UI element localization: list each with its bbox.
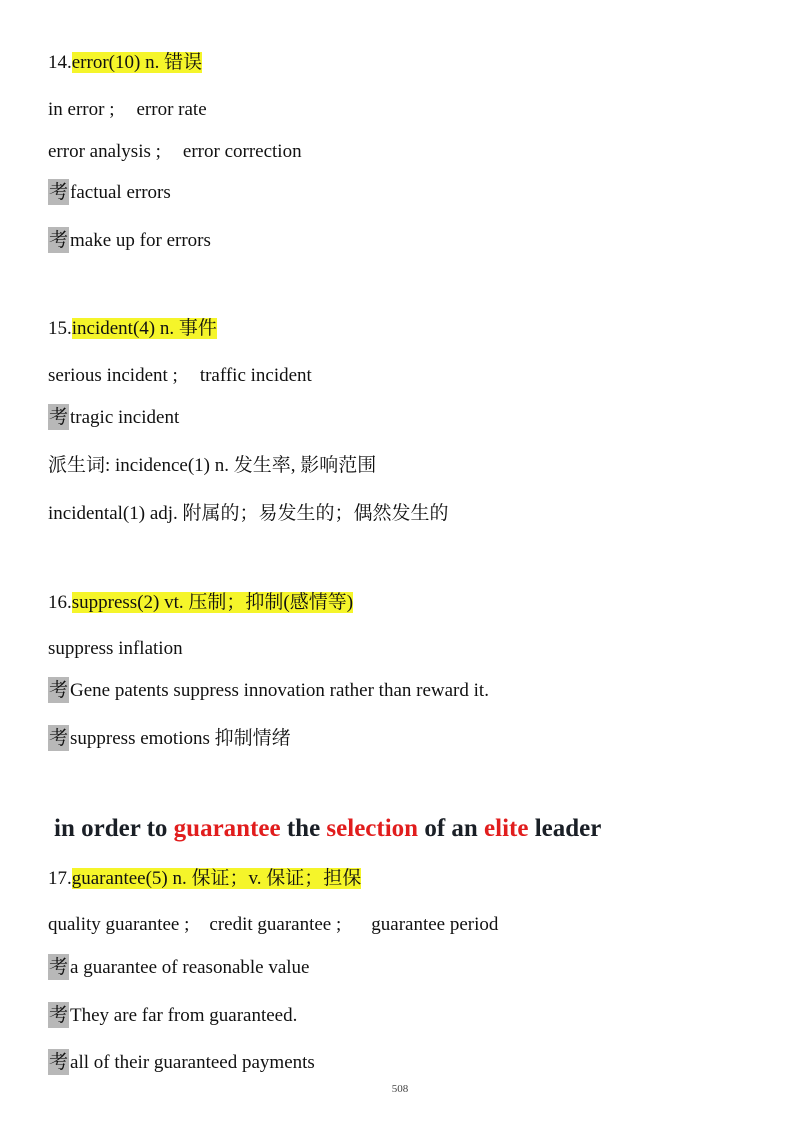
exam-phrase: Gene patents suppress innovation rather than reward it. [70,680,489,701]
exam-mark: 考 [49,956,69,978]
exam-mark: 考 [49,1004,69,1026]
entry-15-heading [48,316,217,342]
exam-phrase: suppress emotions 抑制情绪 [70,728,291,749]
headword-highlight: suppress(2) vt. 压制；抑制(感情等) [71,592,354,613]
exam-line [48,1002,297,1029]
phrase-line [48,912,498,938]
page-number: 508 [391,1083,409,1095]
phrase: error analysis ; [48,141,161,162]
phrase: error correction [182,141,302,162]
phrase-line [48,97,207,123]
exam-mark: 考 [49,181,69,203]
sentence-part: of an [418,815,485,842]
entry-number: 15. [48,318,72,339]
phrase: serious incident ; [48,365,178,386]
sentence-part: the [280,815,327,842]
exam-phrase: all of their guaranteed payments [70,1052,315,1073]
example-sentence [54,815,601,843]
entry-number: 16. [48,592,72,613]
entry-14-heading [48,50,202,76]
exam-line [48,179,171,206]
exam-phrase: make up for errors [70,230,211,251]
entry-16-heading [48,590,353,616]
exam-line [48,677,489,704]
entry-number: 17. [48,868,72,889]
exam-line [48,954,310,981]
headword-highlight: incident(4) n. 事件 [71,318,217,339]
exam-mark: 考 [49,1051,69,1073]
headword-highlight: error(10) n. 错误 [71,52,203,73]
exam-line [48,404,179,431]
exam-mark: 考 [49,679,69,701]
phrase: credit guarantee ; [209,914,342,935]
phrase: guarantee period [371,914,499,935]
phrase: suppress inflation [48,638,183,659]
entry-number: 14. [48,52,72,73]
exam-line [48,725,291,752]
phrase-line [48,139,302,165]
sentence-keyword: guarantee [173,815,281,842]
sentence-keyword: selection [326,815,419,842]
exam-mark: 考 [49,229,69,251]
phrase-line [48,363,312,389]
phrase-line [48,636,183,662]
sentence-part: in order to [54,815,174,842]
phrase: in error ; [48,99,115,120]
exam-mark: 考 [49,727,69,749]
exam-phrase: factual errors [70,182,171,203]
derived-line: 派生词: incidence(1) n. 发生率, 影响范围 [48,455,377,476]
entry-17-heading [48,866,361,892]
exam-line [48,1049,315,1076]
derived-line: incidental(1) adj. 附属的；易发生的；偶然发生的 [48,503,449,524]
sentence-keyword: elite [484,815,529,842]
exam-line [48,227,211,254]
phrase: quality guarantee ; [48,914,190,935]
sentence-part: leader [528,815,602,842]
exam-phrase: a guarantee of reasonable value [70,957,310,978]
phrase: traffic incident [199,365,312,386]
exam-phrase: tragic incident [70,407,180,428]
phrase: error rate [136,99,207,120]
exam-mark: 考 [49,406,69,428]
exam-phrase: They are far from guaranteed. [70,1005,298,1026]
headword-highlight: guarantee(5) n. 保证；v. 保证；担保 [71,868,362,889]
